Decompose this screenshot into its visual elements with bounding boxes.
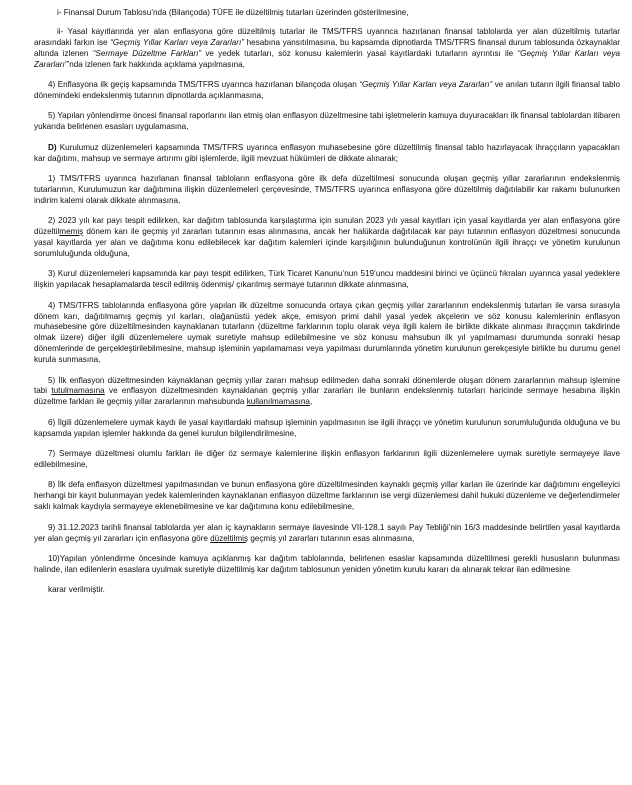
paragraph-ii-text-1: ii- Yasal kayıtlarında yer alan enflasyona göre düzeltilmiş tutarlar ile TMS/TFRS uyarınca hazırlanan finansal tablolarda yer alan düzeltilmiş tutarlar arasındaki farkın ise: [34, 26, 620, 47]
paragraph-4-text-1: 4) Enflasyona ilk geçiş kapsamında TMS/TFRS uyarınca hazırlanan bilançoda oluşan: [48, 80, 360, 90]
paragraph-5b-text-3: ,: [309, 397, 313, 407]
paragraph-7-text: 7) Sermaye düzeltmesi olumlu farkları ile diğer öz sermaye kalemlerine ilişkin enflasyon farklarının ilgili düzenlemelere uymak suretiyle sermayeye ilave edilebilmesine,: [34, 449, 620, 469]
paragraph-9-text-1: 9) 31.12.2023 tarihli finansal tablolarda yer alan iç kaynakların sermaye ilavesinde VII-128.1 sayılı Pay Tebliği’nin 16/3 maddesinde belirtilen yasal kayıtlarda yer alan geçmiş yıl zararları için enflasyona göre: [34, 522, 620, 543]
paragraph-ii-italic-2: “Sermaye Düzeltme Farkları”: [92, 48, 202, 58]
paragraph-4-italic: “Geçmiş Yıllar Karları veya Zararları”: [359, 80, 493, 90]
paragraph-2-text-1: 2) 2023 yılı kar payı tespit edilirken, kar dağıtım tablosunda karşılaştırma için sunulan 2023 yılı yasal kayıtları için yasal kayıtlarda yer alan enflasyona göre düzeltil: [34, 216, 620, 237]
paragraph-4b-text: 4) TMS/TFRS tablolarında enflasyona göre yapılan ilk düzeltme sonucunda ortaya çıkan geçmiş yıllar zararlarının endekslenmiş tutarları ile varsa sırasıyla dönem karı, dağıtılmamış geçmiş yıl karları, olağanüstü yedek akçe, emisyon primi dahil yasal yedek akçelerin ve söz konusu kalemlerinin enflasyon muhasebesine göre düzeltilmesinden kaynaklanan tutarların (düzeltme farklarının toplu olarak veya ilgili kalem ile birlikte dikkate alınması ihraççının takdirinde olmak üzere) diğer ilgili düzenlemelere uymak suretiyle mahsup edilebilmesine ve söz konusu mahsubun ilk yıl yapılmaması durumunda sonraki hesap dönemlerinde de gerçekleştirilebilmesine, mahsup işleminin yapılamaması veya yapılması durumlarında yönetim kurulunun gerekçesiyle birlikte bu durumu genel kurula sunmasına,: [34, 300, 620, 365]
paragraph-ii-text-3: ve yedek tutarları, söz konusu kalemlerin yasal kayıtlardaki tutarların ayrıntısı ile: [201, 48, 518, 58]
paragraph-5-second: [34, 376, 620, 409]
paragraph-4-second: [34, 301, 620, 366]
paragraph-3-text: 3) Kurul düzenlemeleri kapsamında kar payı tespit edilirken, Türk Ticaret Kanunu’nun 519’uncu maddesini birinci ve üçüncü fıkraları uyarınca yasal yedeklere ilişkin yapılacak hesaplamalarda tescil edilmiş ödenmiş/ çıkarılmış sermaye tutarının dikkate alınmasına,: [34, 269, 620, 290]
paragraph-10-text: 10)Yapılan yönlendirme öncesinde kamuya açıklanmış kar dağıtım tablolarında, belirlenen esaslar kapsamında düzeltilmesi gerekli hususların bulunması halinde, ilan edilenlerin esaslara uyulmak suretiyle düzeltilmiş kar dağıtım tablosunun yeniden yönetim kurulu kararı da alınarak tekrar ilan edilmesine: [34, 553, 620, 574]
paragraph-2-underlined: memiş: [59, 227, 84, 237]
paragraph-1: [34, 174, 620, 207]
paragraph-9: [34, 523, 620, 545]
paragraph-6: [34, 418, 620, 440]
paragraph-5b-text-2: ve enflasyon düzeltmesinden kaynaklanan geçmiş yıllar zararları ile bunların endekslenmiş tutarları haricinde sermaye hesabına ilişkin düzeltme farkları ile geçmiş yıllar zararlarının mahsubunda: [34, 386, 620, 407]
paragraph-10: [34, 554, 620, 576]
closing-line: [34, 585, 620, 596]
paragraph-3: [34, 269, 620, 291]
paragraph-d-marker: D): [48, 142, 57, 152]
paragraph-5-first: [34, 111, 620, 133]
paragraph-ii-italic-3: “Geçmiş Yıllar Karları veya Zararları”: [34, 48, 620, 69]
paragraph-2: [34, 216, 620, 260]
paragraph-5b-text-1: 5) İlk enflasyon düzeltmesinden kaynaklanan geçmiş yıllar zararı mahsup edilmeden daha sonraki dönemlerde oluşan dönem zararlarının mahsup işlemine tabi: [34, 375, 620, 396]
paragraph-4-first: [34, 80, 620, 102]
paragraph-5b-underlined-2: kullanılmamasına: [246, 397, 310, 407]
paragraph-8: [34, 480, 620, 513]
closing-text: karar verilmiştir.: [48, 585, 105, 595]
paragraph-ii-text-4: ’nda izlenen fark hakkında açıklama yapılmasına,: [67, 59, 245, 69]
paragraph-5-text: 5) Yapılan yönlendirme öncesi finansal raporlarını ilan etmiş olan enflasyon düzeltmesine tabi işletmelerin kamuya duyuracakları ilk finansal tablolardan itibaren yukarıda belirlenen esasları uygulamasına,: [34, 111, 620, 132]
paragraph-6-text: 6) İlgili düzenlemelere uymak kaydı ile yasal kayıtlardaki mahsup işleminin yapılmasının ise ilgili ihraççı ve yönetim kurulunun sorumluluğunda olduğuna ve bu kapsamda yapılan işlemler hakkında da genel kurulun bilgilendirilmesine,: [34, 417, 620, 438]
paragraph-ii-text-2: hesabına yansıtılmasına, bu kapsamda dipnotlarda TMS/TFRS finansal durum tablosunda özkaynaklar altında izlenen: [34, 37, 621, 58]
paragraph-d-text: Kurulumuz düzenlemeleri kapsamında TMS/TFRS uyarınca enflasyon muhasebesine göre düzeltilmiş finansal tablo hazırlayacak ihraççıların yapacakları kar dağıtımı, mahsup ve sermaye artırımı gibi işlemlerde, ilgili mevzuat hükümleri de dikkate alınarak;: [34, 142, 620, 163]
paragraph-8-text: 8) İlk defa enflasyon düzeltmesi yapılmasından ve bunun enflasyona göre düzeltilmesinden kaynaklı geçmiş yıllar karları ile üzerinde kar dağıtımını engelleyici herhangi bir kayıt bulunmayan yedek kalemlerinden kaynaklanan enflasyon düzeltme farklarının ise vergi düzenlemesi dahil hukuki düzenleme ve değerlendirmeler saklı kalmak kaydıyla sermayeye eklenebilmesine ve kar dağıtımına konu edilebilmesine,: [34, 480, 620, 512]
paragraph-1-text: 1) TMS/TFRS uyarınca hazırlanan finansal tabloların enflasyona göre ilk defa düzeltilmesi sonucunda oluşan geçmiş yıllar zararlarının endekslenmiş tutarlarının, Kurulumuzun kar dağıtımına ilişkin düzenlemeleri çerçevesinde, TMS/TFRS uyarınca enflasyona göre düzeltilmiş dağıtılabilir kar rakamı bulunurken indirim kalemi olarak dikkate alınmasına,: [34, 173, 620, 205]
paragraph-7: [34, 449, 620, 471]
paragraph-2-text-2: dönem karı ile geçmiş yıl zararları tutarının esas alınmasına, ancak her halükarda dağıtılacak kar payı tutarının enflasyon düzeltmesi sonucunda yasal kayıtlarda yer alan ve dağıtıma konu edilebilecek kar dağıtım kalemleri içinde karşılığının bulunduğunun kontrolünün ilgili ihraççı ve yönetim kurulunun sorumluluğunda olduğuna,: [34, 227, 620, 258]
paragraph-5b-underlined-1: tutulmamasına: [51, 386, 105, 396]
paragraph-i-text: i- Finansal Durum Tablosu’nda (Bilançoda) TÜFE ile düzeltilmiş tutarları üzerinden gösterilmesine,: [57, 8, 409, 17]
paragraph-i: [34, 8, 620, 19]
paragraph-ii: [34, 27, 620, 71]
paragraph-9-underlined: düzeltilmiş: [210, 533, 249, 543]
paragraph-d: [34, 143, 620, 165]
paragraph-ii-italic-1: “Geçmiş Yıllar Karları veya Zararları”: [110, 37, 244, 47]
paragraph-9-text-2: geçmiş yıl zararları tutarının esas alınmasına,: [248, 533, 415, 543]
paragraph-4-text-2: ve anılan tutarın ilgili finansal tablo dönemindeki endekslenmiş tutarının dipnotlarda açıklanmasına,: [34, 80, 620, 100]
